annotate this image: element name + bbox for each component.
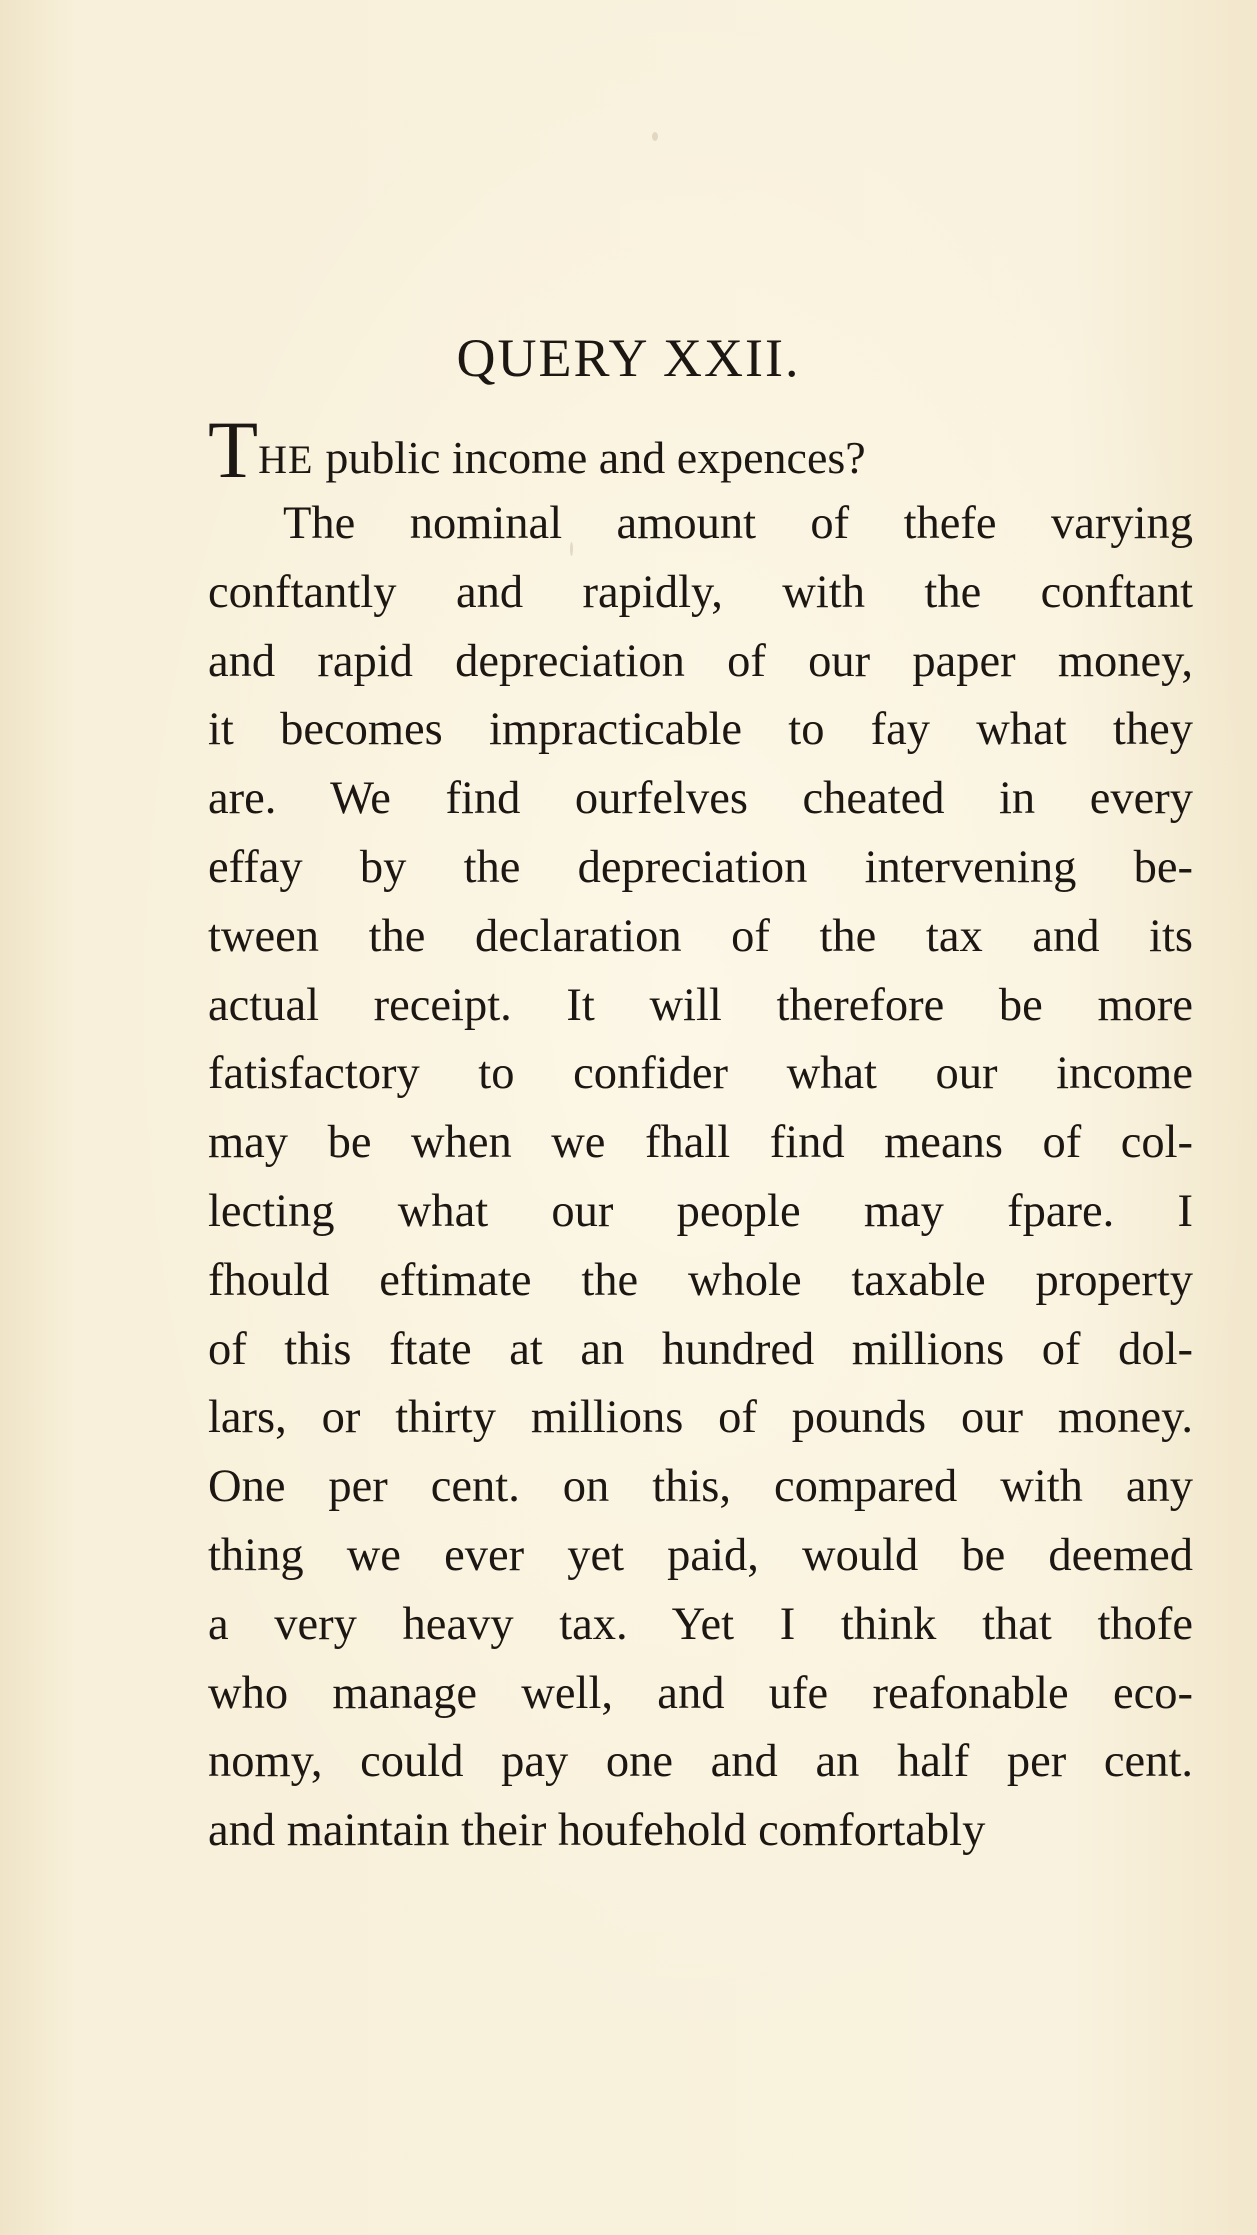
text-line: who manage well, and ufe reafonable eco- [208, 1667, 1193, 1719]
question-text: public income and expences? [325, 432, 866, 483]
query-question [208, 404, 866, 495]
text-line: tween the declaration of the tax and its [208, 910, 1193, 962]
text-line: are. We find ourfelves cheated in every [208, 773, 1193, 825]
text-line: and maintain their houfehold comfortably [208, 1805, 986, 1857]
text-line: nomy, could pay one and an half per cent. [208, 1736, 1193, 1788]
small-caps-word: HE [258, 437, 314, 482]
text-line: conftantly and rapidly, with the conftant [208, 566, 1193, 618]
chapter-heading: QUERY XXII. [456, 328, 801, 388]
text-line: effay by the depreciation intervening be- [208, 841, 1193, 893]
text-line: One per cent. on this, compared with any [208, 1461, 1193, 1513]
text-line: fhould eftimate the whole taxable property [208, 1254, 1193, 1306]
answer-paragraph [208, 490, 1193, 1866]
text-line: it becomes impracticable to fay what they [208, 704, 1193, 756]
text-line: and rapid depreciation of our paper money, [208, 635, 1193, 687]
text-line: fatisfactory to confider what our income [208, 1048, 1193, 1100]
paper-spot [652, 132, 658, 141]
text-line: a very heavy tax. Yet I think that thofe [208, 1598, 1193, 1650]
text-line: of this ftate at an hundred millions of dol- [208, 1323, 1193, 1375]
text-line: lars, or thirty millions of pounds our money. [208, 1392, 1193, 1444]
text-line: thing we ever yet paid, would be deemed [208, 1529, 1193, 1581]
drop-cap: T [208, 404, 259, 495]
text-line: may be when we fhall find means of col- [208, 1117, 1193, 1169]
text-line: The nominal amount of thefe varying [283, 498, 1193, 549]
text-line: lecting what our people may fpare. I [208, 1185, 1193, 1237]
text-line: actual receipt. It will therefore be more [208, 979, 1193, 1031]
